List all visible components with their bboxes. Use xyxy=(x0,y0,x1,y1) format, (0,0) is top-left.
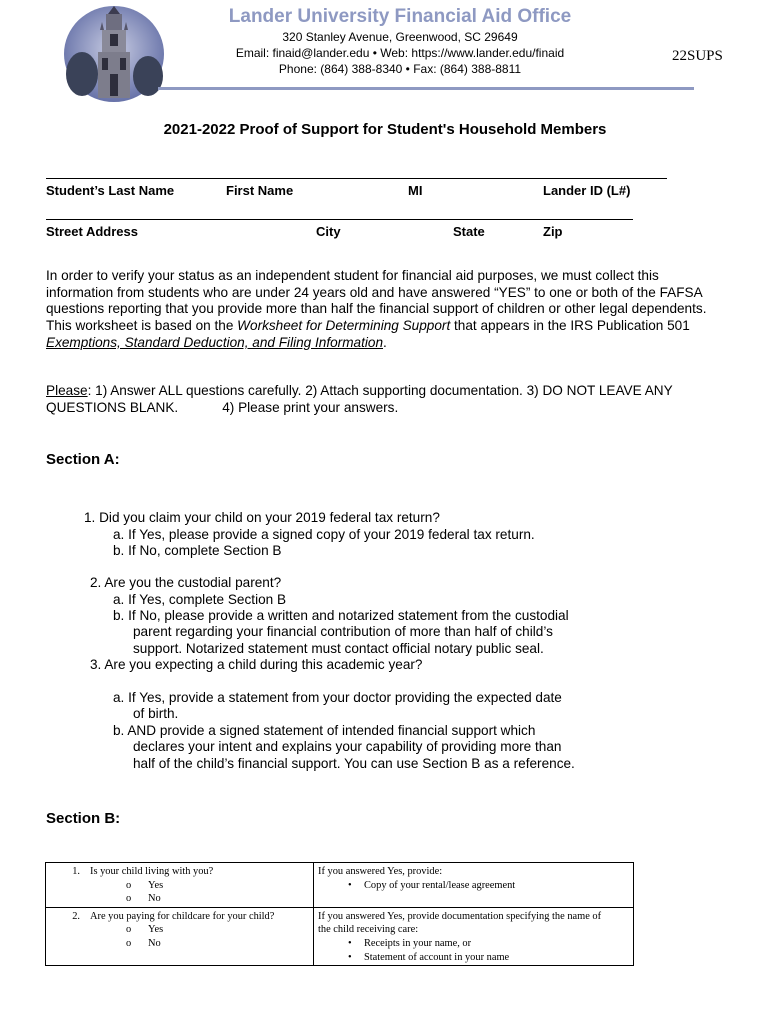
zip-label: Zip xyxy=(543,224,563,239)
please-label: Please xyxy=(46,383,88,398)
org-email-web: Email: finaid@lander.edu • Web: https://www.lander.edu/finaid xyxy=(235,46,565,60)
option-yes[interactable]: o Yes xyxy=(126,879,164,891)
question-text: Are you paying for childcare for your child? xyxy=(90,910,275,922)
city-label: City xyxy=(316,224,341,239)
question-1a: a. If Yes, please provide a signed copy of your 2019 federal tax return. xyxy=(113,527,535,542)
documentation-cell xyxy=(314,907,634,965)
org-name: Lander University Financial Aid Office xyxy=(228,6,572,27)
org-phone-fax: Phone: (864) 388-8340 • Fax: (864) 388-8811 xyxy=(278,62,522,76)
question-text: Is your child living with you? xyxy=(90,866,214,877)
publication-title: Exemptions, Standard Deduction, and Filing Information xyxy=(46,334,384,350)
mi-label: MI xyxy=(408,183,423,198)
last-name-label: Student’s Last Name xyxy=(46,183,175,198)
question-cell: 1. Is your child living with you? o Yes o No xyxy=(46,863,314,908)
student-name-line xyxy=(46,178,667,179)
street-address-label: Street Address xyxy=(46,224,138,239)
option-yes[interactable]: o Yes xyxy=(126,924,164,936)
document-title: 2021-2022 Proof of Support for Student's Household Members xyxy=(163,121,607,138)
question-3: 3. Are you expecting a child during this academic year? xyxy=(90,657,423,672)
worksheet-title: Worksheet for Determining Support xyxy=(237,318,451,334)
section-b-heading: Section B: xyxy=(46,810,121,827)
section-b-table xyxy=(45,862,634,966)
question-1: 1. Did you claim your child on your 2019 federal tax return? xyxy=(84,510,440,525)
question-3b: b. AND provide a signed statement of intended financial support which xyxy=(113,723,536,738)
provide-text: If you answered Yes, provide: xyxy=(318,866,443,877)
header-divider xyxy=(158,87,694,90)
option-no[interactable]: o No xyxy=(126,937,161,949)
question-3b-cont2: half of the child’s financial support. You can use Section B as a reference. xyxy=(133,756,575,771)
question-2b-cont2: support. Notarized statement must contact official notary public seal. xyxy=(133,641,544,656)
lander-id-label: Lander ID (L#) xyxy=(543,183,631,198)
instructions: Please: 1) Answer ALL questions carefully. 2) Attach supporting documentation. 3) DO NOT LEAVE ANY QUESTIONS BLANK. 4) Please print your answers. xyxy=(46,383,673,415)
question-2b-cont: parent regarding your financial contribution of more than half of child’s xyxy=(133,624,553,639)
table-row xyxy=(46,907,634,965)
state-label: State xyxy=(453,224,485,239)
form-code: 22SUPS xyxy=(672,48,723,64)
section-a-heading: Section A: xyxy=(46,451,120,468)
question-2a: a. If Yes, complete Section B xyxy=(113,592,287,607)
list-item: • Copy of your rental/lease agreement xyxy=(348,879,516,891)
table-row xyxy=(46,863,634,908)
option-no[interactable]: o No xyxy=(126,893,161,905)
org-address: 320 Stanley Avenue, Greenwood, SC 29649 xyxy=(282,30,518,44)
provide-text: If you answered Yes, provide documentation specifying the name of xyxy=(318,910,602,922)
question-3a-cont: of birth. xyxy=(133,706,179,721)
list-item: • Statement of account in your name xyxy=(348,951,510,963)
question-3a: a. If Yes, provide a statement from your doctor providing the expected date xyxy=(113,690,562,705)
question-cell: 2. Are you paying for childcare for your child? o Yes o No xyxy=(46,907,314,965)
question-2b: b. If No, please provide a written and notarized statement from the custodial xyxy=(113,608,569,623)
list-item: • Receipts in your name, or xyxy=(348,937,472,949)
university-logo xyxy=(62,4,166,104)
documentation-cell xyxy=(314,863,634,908)
intro-paragraph: In order to verify your status as an independent student for financial aid purposes, we must collect this information from students who are under 24 years old and have answered “YES” to one or both of the FAFSA questions reporting that you provide more than half the financial support of children or other legal dependents. This worksheet is based on the Worksheet for Determining Support that appears in the IRS Publication 501 Exemptions, Standard Deduction, and Filing Information. xyxy=(46,268,707,350)
address-line xyxy=(46,219,633,220)
provide-text-cont: the child receiving care: xyxy=(318,924,419,936)
question-2: 2. Are you the custodial parent? xyxy=(90,575,282,590)
first-name-label: First Name xyxy=(226,183,294,198)
question-1b: b. If No, complete Section B xyxy=(113,543,282,558)
question-3b-cont: declares your intent and explains your capability of providing more than xyxy=(133,739,562,754)
